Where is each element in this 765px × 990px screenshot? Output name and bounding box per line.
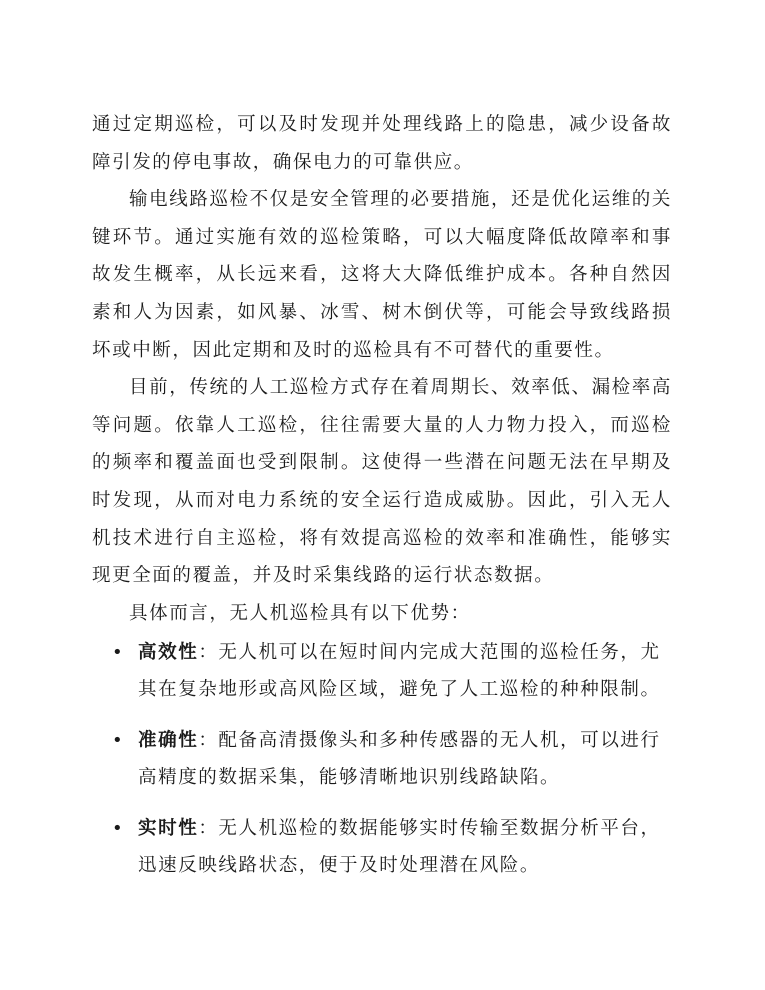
term-efficiency: 高效性: [138, 642, 199, 664]
desc-realtime: ：无人机巡检的数据能够实时传输至数据分析平台，迅速反映线路状态，便于及时处理潜在风险。: [138, 818, 661, 877]
term-realtime: 实时性: [138, 818, 199, 840]
list-item-efficiency: [92, 634, 672, 708]
bullet-icon: •: [112, 818, 125, 840]
desc-efficiency: ：无人机可以在短时间内完成大范围的巡检任务，尤其在复杂地形或高风险区域，避免了人工巡检的种种限制。: [138, 642, 661, 701]
document-body: [92, 106, 672, 898]
term-accuracy: 准确性: [138, 730, 199, 752]
bullet-icon: •: [112, 730, 125, 752]
bullet-icon: •: [112, 642, 125, 664]
list-item-realtime: [92, 810, 672, 884]
list-item-accuracy: [92, 722, 672, 796]
paragraph-inspection-importance: 输电线路巡检不仅是安全管理的必要措施，还是优化运维的关键环节。通过实施有效的巡检策略，可以大幅度降低故障率和事故发生概率，从长远来看，这将大大降低维护成本。各种自然因素和人为因素，如风暴、冰雪、树木倒伏等，可能会导致线路损坏或中断，因此定期和及时的巡检具有不可替代的重要性。: [92, 189, 672, 361]
paragraph-traditional-problems: 目前，传统的人工巡检方式存在着周期长、效率低、漏检率高等问题。依靠人工巡检，往往需要大量的人力物力投入，而巡检的频率和覆盖面也受到限制。这使得一些潜在问题无法在早期及时发现，从而对电力系统的安全运行造成威胁。因此，引入无人机技术进行自主巡检，将有效提高巡检的效率和准确性，能够实现更全面的覆盖，并及时采集线路的运行状态数据。: [92, 377, 672, 587]
paragraph-inspection-benefit: 通过定期巡检，可以及时发现并处理线路上的隐患，减少设备故障引发的停电事故，确保电力的可靠供应。: [92, 114, 672, 173]
advantages-list: [92, 634, 672, 884]
paragraph-advantages-intro: 具体而言，无人机巡检具有以下优势：: [129, 602, 471, 624]
desc-accuracy: ：配备高清摄像头和多种传感器的无人机，可以进行高精度的数据采集，能够清晰地识别线路缺陷。: [138, 730, 661, 789]
